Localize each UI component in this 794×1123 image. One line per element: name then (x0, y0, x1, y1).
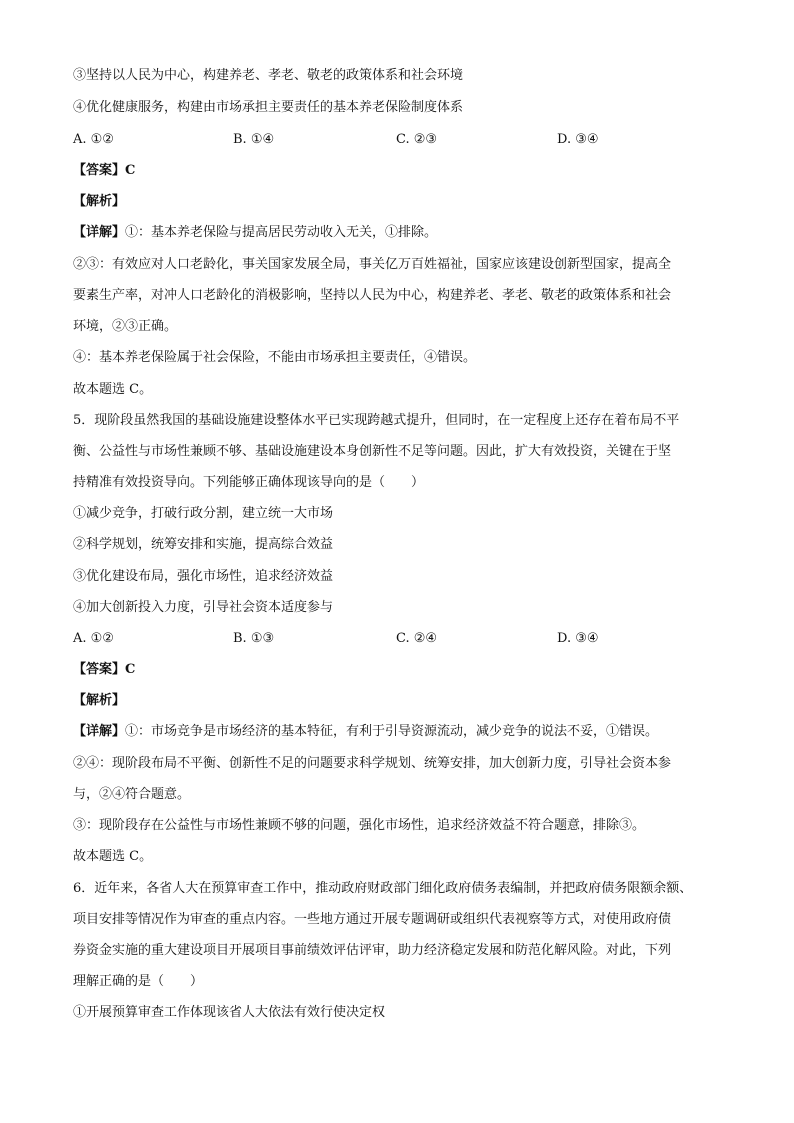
q5-detail-2b: 与，②④符合题意。 (73, 787, 191, 802)
q6-stem-line-3: 券资金实施的重大建设项目开展项目事前绩效评估评审，助力经济稳定发展和防范化解风险。对此，下列 (73, 943, 672, 958)
q4-detail-2c: 环境，②③正确。 (73, 319, 178, 334)
detail-label: 【详解】 (73, 724, 126, 739)
q5-detail-2a: ②④：现阶段布局不平衡、创新性不足的问题要求科学规划、统筹安排，加大创新力度，引导社会资本参 (73, 756, 672, 771)
q5-analysis-label: 【解析】 (73, 693, 126, 708)
q6-statement-1: ①开展预算审查工作体现该省人大依法有效行使决定权 (73, 1005, 386, 1020)
q4-answer (73, 161, 135, 181)
q4-conclusion: 故本题选 C。 (73, 382, 153, 397)
answer-value: C (125, 163, 136, 178)
q5-statement-1: ①减少竞争，打破行政分割，建立统一大市场 (73, 506, 334, 521)
q5-statement-2: ②科学规划，统筹安排和实施，提高综合效益 (73, 537, 334, 552)
q5-stem-line-3: 持精准有效投资导向。下列能够正确体现该导向的是（ ） (73, 475, 425, 490)
q5-detail-1 (73, 722, 658, 742)
q5-stem-line-1: 5．现阶段虽然我国的基础设施建设整体水平已实现跨越式提升，但同时，在一定程度上还存在着布局不平 (73, 413, 680, 428)
q6-stem-line-2: 项目安排等情况作为审查的重点内容。一些地方通过开展专题调研或组织代表视察等方式，对使用政府债 (73, 912, 672, 927)
detail-text: ①：基本养老保险与提高居民劳动收入无关，①排除。 (125, 225, 438, 240)
detail-text: ①：市场竞争是市场经济的基本特征，有利于引导资源流动，减少竞争的说法不妥，①错误。 (125, 724, 659, 739)
q6-stem-line-1: 6．近年来，各省人大在预算审查工作中，推动政府财政部门细化政府债务表编制，并把政府债务限额余额、 (73, 881, 693, 896)
q4-analysis-label: 【解析】 (73, 194, 126, 209)
q6-stem-line-4: 理解正确的是（ ） (73, 974, 204, 989)
q5-statement-4: ④加大创新投入力度，引导社会资本适度参与 (73, 600, 334, 615)
q4-detail-1 (73, 223, 437, 243)
q4-detail-2a: ②③：有效应对人口老龄化，事关国家发展全局，事关亿万百姓福祉，国家应该建设创新型国家，提高全 (73, 257, 672, 272)
q4-option-c: C. ②③ (396, 132, 438, 147)
q5-stem-line-2: 衡、公益性与市场性兼顾不够、基础设施建设本身创新性不足等问题。因此，扩大有效投资，关键在于坚 (73, 444, 672, 459)
q5-option-a: A. ①② (73, 631, 114, 646)
detail-label: 【详解】 (73, 225, 126, 240)
q4-option-b: B. ①④ (233, 132, 275, 147)
q4-statement-4: ④优化健康服务，构建由市场承担主要责任的基本养老保险制度体系 (73, 100, 464, 115)
q4-option-d: D. ③④ (557, 132, 599, 147)
q4-statement-3: ③坚持以人民为中心，构建养老、孝老、敬老的政策体系和社会环境 (73, 68, 464, 83)
q4-detail-2b: 要素生产率，对冲人口老龄化的消极影响，坚持以人民为中心，构建养老、孝老、敬老的政策体系和社会 (73, 288, 672, 303)
q5-option-b: B. ①③ (233, 631, 275, 646)
answer-label: 【答案】 (73, 163, 126, 178)
q5-statement-3: ③优化建设布局，强化市场性，追求经济效益 (73, 569, 334, 584)
q4-detail-3: ④：基本养老保险属于社会保险，不能由市场承担主要责任，④错误。 (73, 350, 477, 365)
answer-label: 【答案】 (73, 662, 126, 677)
q5-detail-3: ③：现阶段存在公益性与市场性兼顾不够的问题，强化市场性，追求经济效益不符合题意，排除③。 (73, 818, 646, 833)
q4-option-a: A. ①② (73, 132, 114, 147)
q5-option-c: C. ②④ (396, 631, 438, 646)
q5-option-d: D. ③④ (557, 631, 599, 646)
q5-answer (73, 660, 135, 680)
answer-value: C (125, 662, 136, 677)
q5-conclusion: 故本题选 C。 (73, 849, 153, 864)
